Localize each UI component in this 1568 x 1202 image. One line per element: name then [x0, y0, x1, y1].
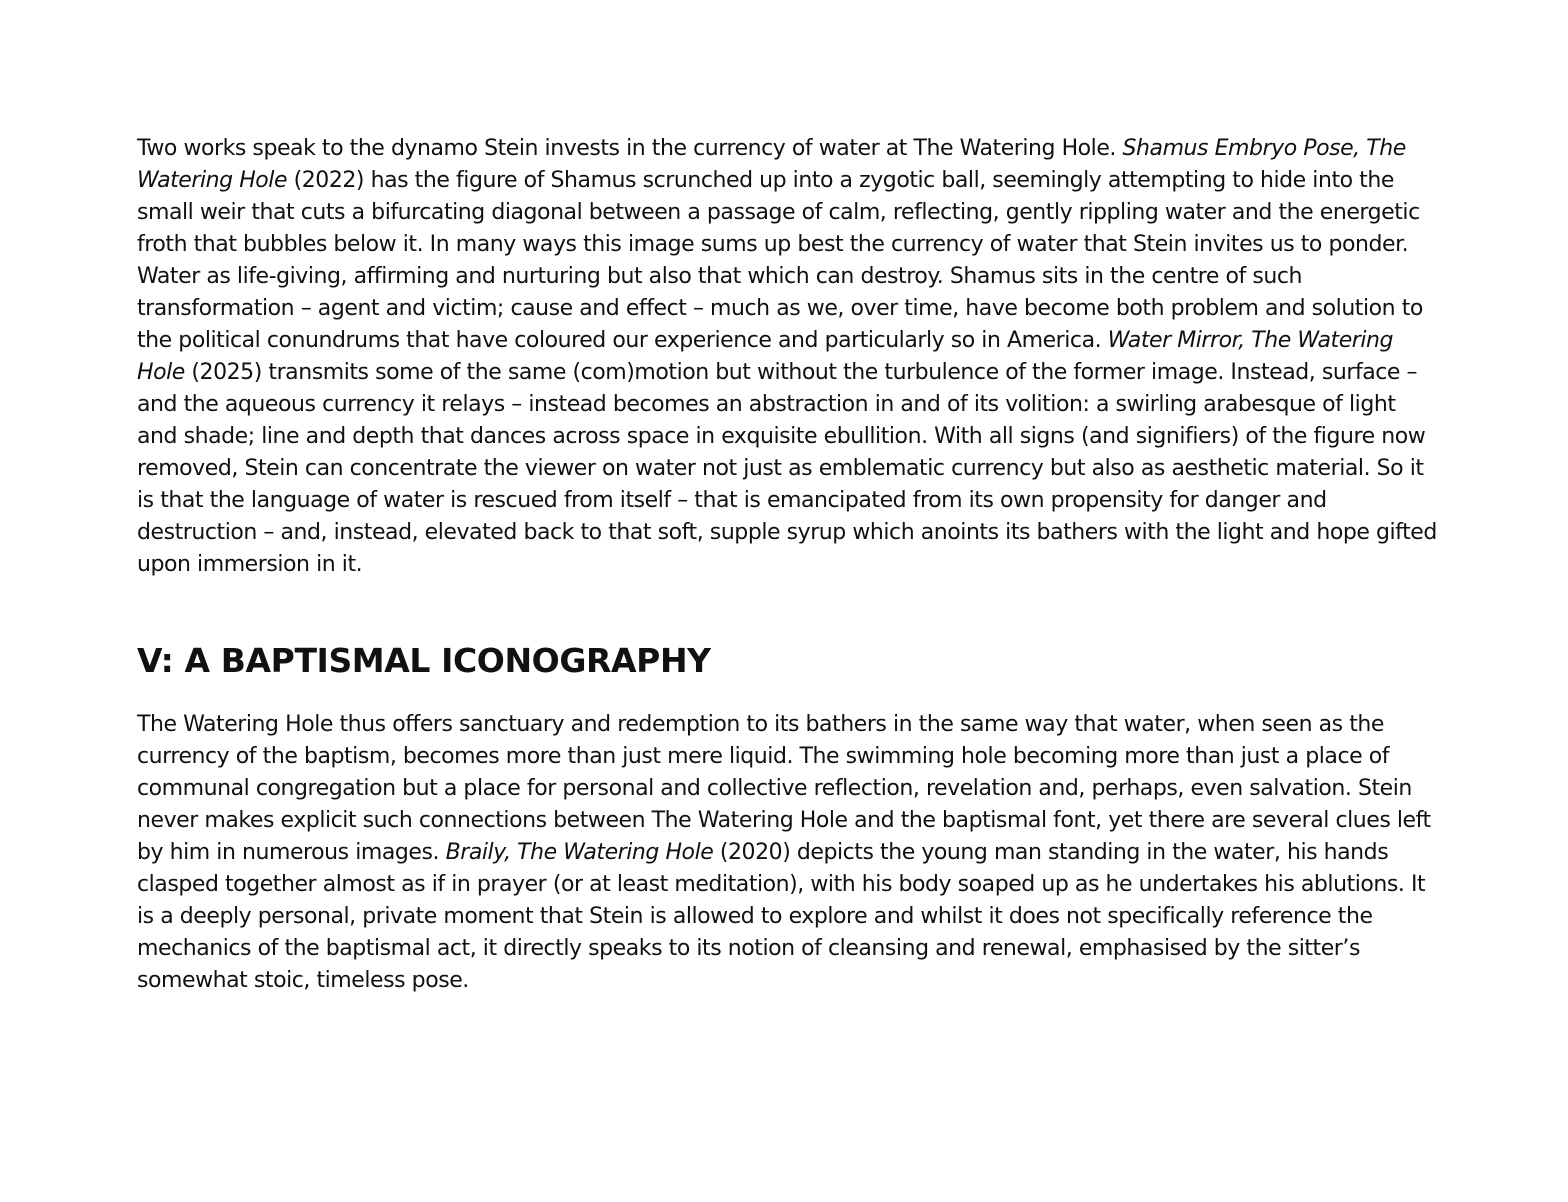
document-page — [137, 133, 1437, 997]
paragraph-text: (2022) has the figure of Shamus scrunched up into a zygotic ball, seemingly attempting to hide into the small weir that cuts a bifurcating diagonal between a passage of calm, reflecting, gently rippling water and the energetic froth that bubbles below it. In many ways this image sums up best the currency of water that Stein invites us to ponder. Water as life-giving, affirming and nurturing but also that which can destroy. Shamus sits in the centre of such transformation – agent and victim; cause and effect – much as we, over time, have become both problem and solution to the political conundrums that have coloured our experience and particularly so in America. — [137, 168, 1423, 353]
paragraph-baptismal — [137, 709, 1437, 997]
artwork-title: Shamus Embryo Pose, The Watering Hole — [137, 136, 1406, 193]
paragraph-text: (2020) depicts the young man standing in the water, his hands clasped together almost as if in prayer (or at least meditation), with his body soaped up as he undertakes his ablutions. It is a deeply personal, private moment that Stein is allowed to explore and whilst it does not specifically reference the mechanics of the baptismal act, it directly speaks to its notion of cleansing and renewal, emphasised by the sitter’s somewhat stoic, timeless pose. — [137, 840, 1426, 993]
paragraph-text: Two works speak to the dynamo Stein invests in the currency of water at The Watering Hole. — [137, 136, 1123, 161]
section-heading: V: A BAPTISMAL ICONOGRAPHY — [137, 641, 711, 680]
paragraph-text: (2025) transmits some of the same (com)motion but without the turbulence of the former image. Instead, surface – and the aqueous currency it relays – instead becomes an abstraction in and of its volition: a swirling arabesque of light and shade; line and depth that dances across space in exquisite ebullition. With all signs (and signifiers) of the figure now removed, Stein can concentrate the viewer on water not just as emblematic currency but also as aesthetic material. So it is that the language of water is rescued from itself – that is emancipated from its own propensity for danger and destruction – and, instead, elevated back to that soft, supple syrup which anoints its bathers with the light and hope gifted upon immersion in it. — [137, 360, 1437, 577]
paragraph-water-works — [137, 133, 1437, 581]
paragraph-text: The Watering Hole thus offers sanctuary and redemption to its bathers in the same way that water, when seen as the currency of the baptism, becomes more than just mere liquid. The swimming hole becoming more than just a place of communal congregation but a place for personal and collective reflection, revelation and, perhaps, even salvation. Stein never makes explicit such connections between The Watering Hole and the baptismal font, yet there are several clues left by him in numerous images. — [137, 712, 1431, 865]
artwork-title: Water Mirror, The Watering Hole — [137, 328, 1394, 385]
artwork-title: Braily, The Watering Hole — [445, 840, 714, 865]
